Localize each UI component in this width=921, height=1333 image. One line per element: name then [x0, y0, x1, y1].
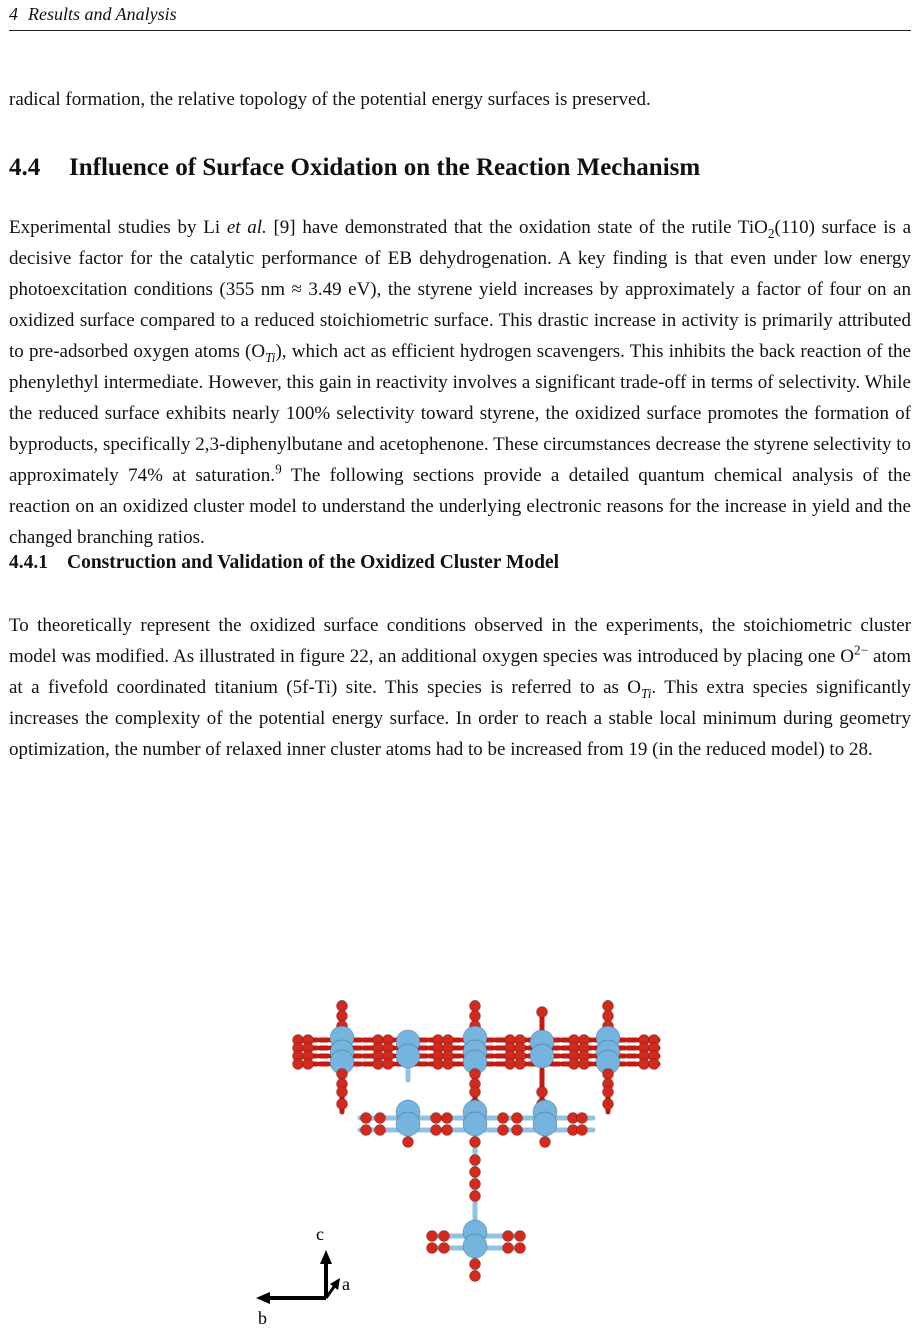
c-axis-arrowhead [320, 1250, 332, 1264]
oxygen-atom [427, 1243, 438, 1254]
oxygen-atom [639, 1059, 650, 1070]
subsection-number: 4.4.1 [9, 552, 48, 573]
axis-indicator [256, 1224, 350, 1328]
oxygen-atom [505, 1059, 516, 1070]
et-al-italic: et al. [226, 217, 267, 238]
continued-paragraph: radical formation, the relative topology of the potential energy surfaces is preserved. [9, 89, 651, 110]
oxygen-atom [498, 1125, 509, 1136]
text-run: atom at a fivefold coordinated titanium (5f-Ti) site. This species is referred to as O [9, 646, 912, 698]
oxygen-atom [303, 1059, 314, 1070]
b-axis-arrowhead [256, 1292, 270, 1304]
citation-superscript: 9 [275, 461, 282, 477]
oxygen-atom [470, 1087, 481, 1098]
oxygen-atom [470, 1155, 481, 1166]
chapter-number: 4 [9, 4, 18, 24]
oxygen-atom [515, 1243, 526, 1254]
subscript: Ti [641, 685, 652, 701]
cluster-model-figure [230, 1000, 700, 1328]
oxygen-atom [470, 1271, 481, 1282]
running-header [9, 2, 911, 31]
oxygen-atom [512, 1125, 523, 1136]
oxygen-atom [470, 1137, 481, 1148]
oxygen-atom [337, 1087, 348, 1098]
oxygen-atom [337, 1069, 348, 1080]
oxygen-atom [470, 1011, 481, 1022]
superscript: 2− [853, 642, 869, 658]
subsection-paragraph [9, 610, 911, 765]
oxygen-atom [470, 1259, 481, 1270]
oxygen-atom [442, 1125, 453, 1136]
axis-label-c: c [316, 1224, 324, 1244]
section-heading [9, 151, 911, 185]
oxygen-atom [337, 1001, 348, 1012]
oxygen-atom [470, 1191, 481, 1202]
chapter-title: Results and Analysis [28, 4, 177, 24]
oxygen-atom [427, 1231, 438, 1242]
oxygen-atom [603, 1069, 614, 1080]
titanium-atom [463, 1234, 487, 1258]
oxygen-atom [403, 1137, 414, 1148]
oxygen-atom [293, 1059, 304, 1070]
cluster-structure-image [230, 1000, 700, 1328]
oxygen-atom [337, 1011, 348, 1022]
oxygen-atom [649, 1059, 660, 1070]
oxygen-atom [375, 1125, 386, 1136]
titanium-atom [463, 1112, 487, 1136]
oxygen-atom [361, 1125, 372, 1136]
oxygen-atom [540, 1137, 551, 1148]
oxygen-atom [569, 1059, 580, 1070]
text-run: Experimental studies by Li [9, 217, 227, 238]
subsection-title: Construction and Validation of the Oxidized Cluster Model [67, 552, 560, 573]
oxygen-atom [442, 1113, 453, 1124]
oxygen-atom [470, 1069, 481, 1080]
axis-label-b: b [258, 1308, 267, 1328]
oxygen-atom [537, 1007, 548, 1018]
subsection-heading [9, 549, 911, 577]
text-run: To theoretically represent the oxidized surface conditions observed in the experiments, the stoichiometric cluster model was modified. As illustrated in figure 22, an additional oxygen species was introduced by placing one O [9, 615, 911, 667]
oxygen-atom [470, 1001, 481, 1012]
oxygen-atom [512, 1113, 523, 1124]
oxygen-atom [503, 1231, 514, 1242]
oxygen-atom [577, 1125, 588, 1136]
oxygen-atom [603, 1087, 614, 1098]
oxygen-atom [439, 1243, 450, 1254]
titanium-atom [530, 1044, 554, 1068]
oxygen-atom [603, 1001, 614, 1012]
section-title: Influence of Surface Oxidation on the Reaction Mechanism [69, 154, 701, 181]
oxygen-atom [537, 1087, 548, 1098]
oxygen-atom [375, 1113, 386, 1124]
oxygen-atom [470, 1179, 481, 1190]
atom-layer [293, 1001, 660, 1282]
oxygen-atom [579, 1059, 590, 1070]
text-run: . This extra species significantly increases the complexity of the potential energy surface. In order to reach a stable local minimum during geometry optimization, the number of relaxed inner cluster atoms had to be increased from 19 (in the reduced model) to 28. [9, 677, 911, 760]
oxygen-atom [431, 1125, 442, 1136]
oxygen-atom [433, 1059, 444, 1070]
section-number: 4.4 [9, 154, 41, 181]
oxygen-atom [603, 1099, 614, 1110]
subscript: Ti [265, 349, 276, 365]
oxygen-atom [337, 1099, 348, 1110]
oxygen-atom [498, 1113, 509, 1124]
titanium-atom [396, 1044, 420, 1068]
oxygen-atom [443, 1059, 454, 1070]
oxygen-atom [577, 1113, 588, 1124]
oxygen-atom [373, 1059, 384, 1070]
oxygen-atom [470, 1167, 481, 1178]
oxygen-atom [515, 1231, 526, 1242]
oxygen-atom [439, 1231, 450, 1242]
oxygen-atom [431, 1113, 442, 1124]
text-run: ), which act as efficient hydrogen scavengers. This inhibits the back reaction of the phenylethyl intermediate. However, this gain in reactivity involves a significant trade-off in terms of selectivity. While the reduced surface exhibits nearly 100% selectivity toward styrene, the oxidized surface promotes the formation of byproducts, specifically 2,3-diphenylbutane and acetophenone. These circumstances decrease the styrene selectivity to approximately 74% at saturation. [9, 341, 911, 486]
titanium-atom [396, 1112, 420, 1136]
oxygen-atom [503, 1243, 514, 1254]
oxygen-atom [515, 1059, 526, 1070]
section-paragraph [9, 212, 911, 553]
axis-label-a: a [342, 1274, 350, 1294]
oxygen-atom [603, 1011, 614, 1022]
subscript: 2 [767, 225, 775, 241]
text-run: (110) surface is a decisive factor for the catalytic performance of EB dehydrogenation. A key finding is that even under low energy photoexcitation conditions (355 nm ≈ 3.49 eV), the styrene yield increases by approximately a factor of four on an oxidized surface compared to a reduced stoichiometric surface. This drastic increase in activity is primarily attributed to pre-adsorbed oxygen atoms (O [9, 217, 911, 362]
oxygen-atom [361, 1113, 372, 1124]
oxygen-atom [383, 1059, 394, 1070]
titanium-atom [533, 1112, 557, 1136]
text-run: The following sections provide a detailed quantum chemical analysis of the reaction on an oxidized cluster model to understand the underlying electronic reasons for the increase in yield and the changed branching ratios. [9, 465, 911, 548]
text-run: [9] have demonstrated that the oxidation state of the rutile TiO [266, 217, 768, 238]
